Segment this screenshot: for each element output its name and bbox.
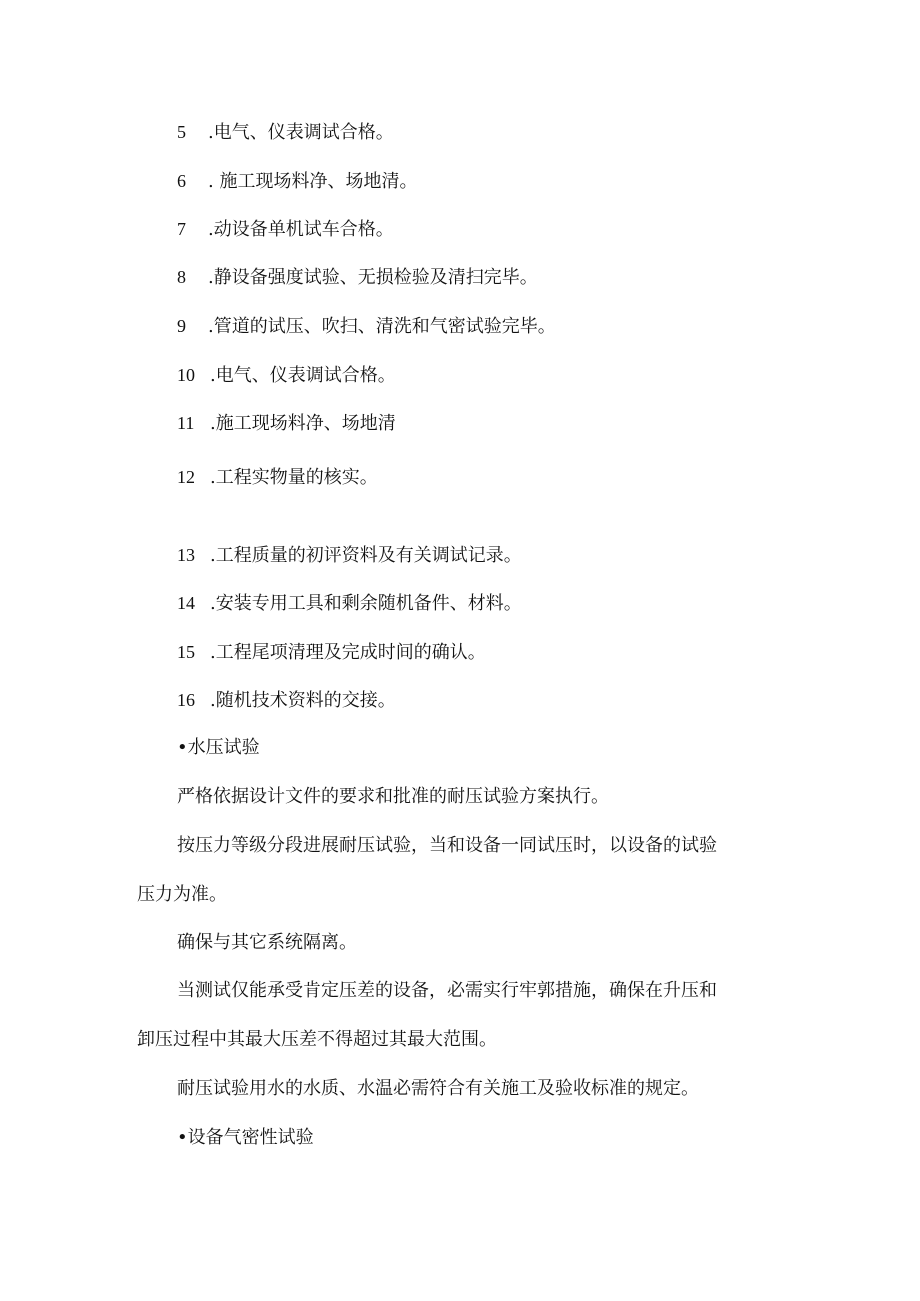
list-item-number: 7	[177, 219, 186, 239]
list-item-number: 10	[177, 365, 195, 385]
list-item-text: .电气、仪表调试合格。	[208, 122, 394, 143]
list-item	[177, 591, 522, 616]
list-item-text: .电气、仪表调试合格。	[210, 365, 396, 386]
list-item-number: 6	[177, 171, 186, 191]
list-item	[177, 265, 538, 290]
list-item-text: . 施工现场料净、场地清。	[208, 171, 418, 192]
list-item-number: 12	[177, 467, 195, 487]
list-item-number: 9	[177, 316, 186, 336]
list-item-text: .随机技术资料的交接。	[210, 690, 396, 711]
paragraph: 耐压试验用水的水质、水温必需符合有关施工及验收标准的规定。	[177, 1078, 699, 1099]
list-item-text: .施工现场料净、场地清	[210, 413, 396, 434]
section-heading: •设备气密性试验	[177, 1127, 314, 1148]
list-item	[177, 169, 417, 194]
list-item	[177, 120, 394, 145]
list-item	[177, 217, 394, 242]
list-item	[177, 688, 396, 713]
list-item-number: 13	[177, 545, 195, 565]
list-item-number: 5	[177, 122, 186, 142]
list-item-text: .安装专用工具和剩余随机备件、材料。	[210, 593, 522, 614]
list-item-number: 15	[177, 642, 195, 662]
list-item	[177, 411, 396, 436]
list-item	[177, 543, 522, 568]
list-item-text: .静设备强度试验、无损检验及清扫完毕。	[208, 267, 538, 288]
paragraph-line: 当测试仅能承受肯定压差的设备，必需实行牢郭措施，确保在升压和	[177, 980, 717, 1001]
list-item-text: .管道的试压、吹扫、清洗和气密试验完毕。	[208, 316, 556, 337]
list-item-number: 8	[177, 267, 186, 287]
paragraph: 严格依据设计文件的要求和批准的耐压试验方案执行。	[177, 786, 609, 807]
list-item	[177, 640, 486, 665]
paragraph-line: 卸压过程中其最大压差不得超过其最大范围。	[137, 1029, 497, 1050]
list-item	[177, 465, 378, 490]
list-item-text: .工程质量的初评资料及有关调试记录。	[210, 545, 522, 566]
list-item-text: .工程实物量的核实。	[210, 467, 378, 488]
paragraph-line: 压力为准。	[137, 884, 227, 905]
list-item-text: .动设备单机试车合格。	[208, 219, 394, 240]
list-item-number: 16	[177, 690, 195, 710]
list-item-number: 11	[177, 413, 195, 433]
paragraph-line: 按压力等级分段进展耐压试验，当和设备一同试压时，以设备的试验	[177, 835, 717, 856]
paragraph: 确保与其它系统隔离。	[177, 932, 357, 953]
list-item-text: .工程尾项清理及完成时间的确认。	[210, 642, 486, 663]
list-item	[177, 363, 396, 388]
list-item-number: 14	[177, 593, 195, 613]
list-item	[177, 314, 556, 339]
section-heading: •水压试验	[177, 737, 260, 758]
